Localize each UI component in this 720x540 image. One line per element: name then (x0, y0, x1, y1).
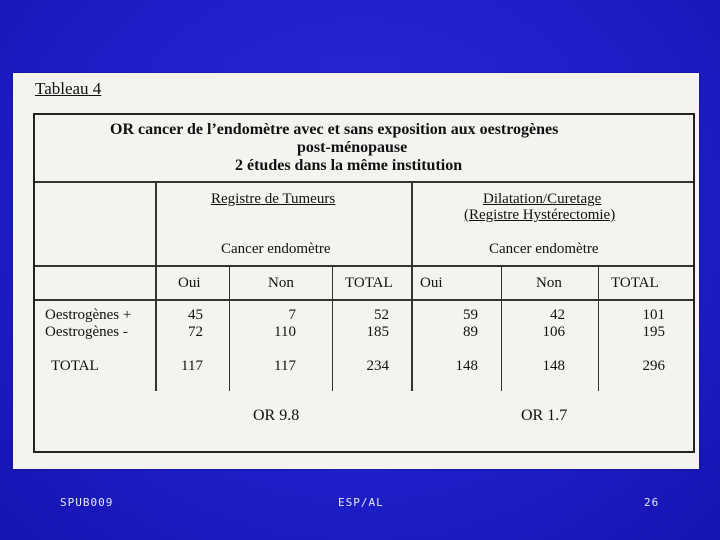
rule-col (229, 265, 230, 391)
col-non: Non (536, 275, 562, 291)
rule-after-title (35, 181, 693, 183)
table-title-line1: OR cancer de l’endomètre avec et sans exposition aux oestrogènes (110, 121, 559, 138)
rule-col (501, 265, 502, 391)
table-title-line2: post-ménopause (297, 139, 408, 156)
table-caption: Tableau 4 (35, 79, 102, 98)
odds-ratio-group1: OR 9.8 (253, 407, 300, 424)
table-cell: 185 (366, 324, 389, 340)
row-label-total: TOTAL (51, 358, 99, 374)
table-cell: 106 (542, 324, 565, 340)
footer-author: ESP/AL (338, 496, 384, 509)
table-cell: 110 (274, 324, 296, 340)
table-cell: 59 (463, 307, 478, 323)
rule-group-split (411, 181, 413, 391)
table-cell: 195 (642, 324, 665, 340)
table-cell: 234 (366, 358, 389, 374)
table-cell: 117 (274, 358, 296, 374)
row-label-unexposed: Oestrogènes - (45, 324, 128, 340)
odds-ratio-group2: OR 1.7 (521, 407, 568, 424)
col-non: Non (268, 275, 294, 291)
table-cell: 117 (181, 358, 203, 374)
table-cell: 42 (550, 307, 565, 323)
scanned-table-image (13, 73, 699, 469)
table-cell: 296 (642, 358, 665, 374)
table-cell: 52 (374, 307, 389, 323)
table-cell: 89 (463, 324, 478, 340)
rule-col (332, 265, 333, 391)
table-cell: 148 (542, 358, 565, 374)
table-cell: 148 (455, 358, 478, 374)
rule-after-subheader (35, 265, 693, 267)
table-cell: 45 (188, 307, 203, 323)
col-oui: Oui (178, 275, 201, 291)
group1-header: Registre de Tumeurs (211, 191, 336, 207)
footer-course-code: SPUB009 (60, 496, 114, 509)
col-total: TOTAL (345, 275, 393, 291)
table-cell: 101 (642, 307, 665, 323)
rule-after-columns (35, 299, 693, 301)
results-table (33, 113, 695, 453)
group1-subheader: Cancer endomètre (221, 241, 331, 257)
table-cell: 7 (288, 307, 296, 323)
group2-header-line2: (Registre Hystérectomie) (464, 207, 616, 223)
col-total: TOTAL (611, 275, 659, 291)
col-oui: Oui (420, 275, 443, 291)
footer-page-number: 26 (644, 496, 660, 509)
table-cell: 72 (188, 324, 203, 340)
group2-header: Dilatation/Curetage (483, 191, 602, 207)
table-title-line3: 2 études dans la même institution (235, 157, 463, 174)
group2-subheader: Cancer endomètre (489, 241, 599, 257)
rule-col (598, 265, 599, 391)
row-label-exposed: Oestrogènes + (45, 307, 132, 323)
